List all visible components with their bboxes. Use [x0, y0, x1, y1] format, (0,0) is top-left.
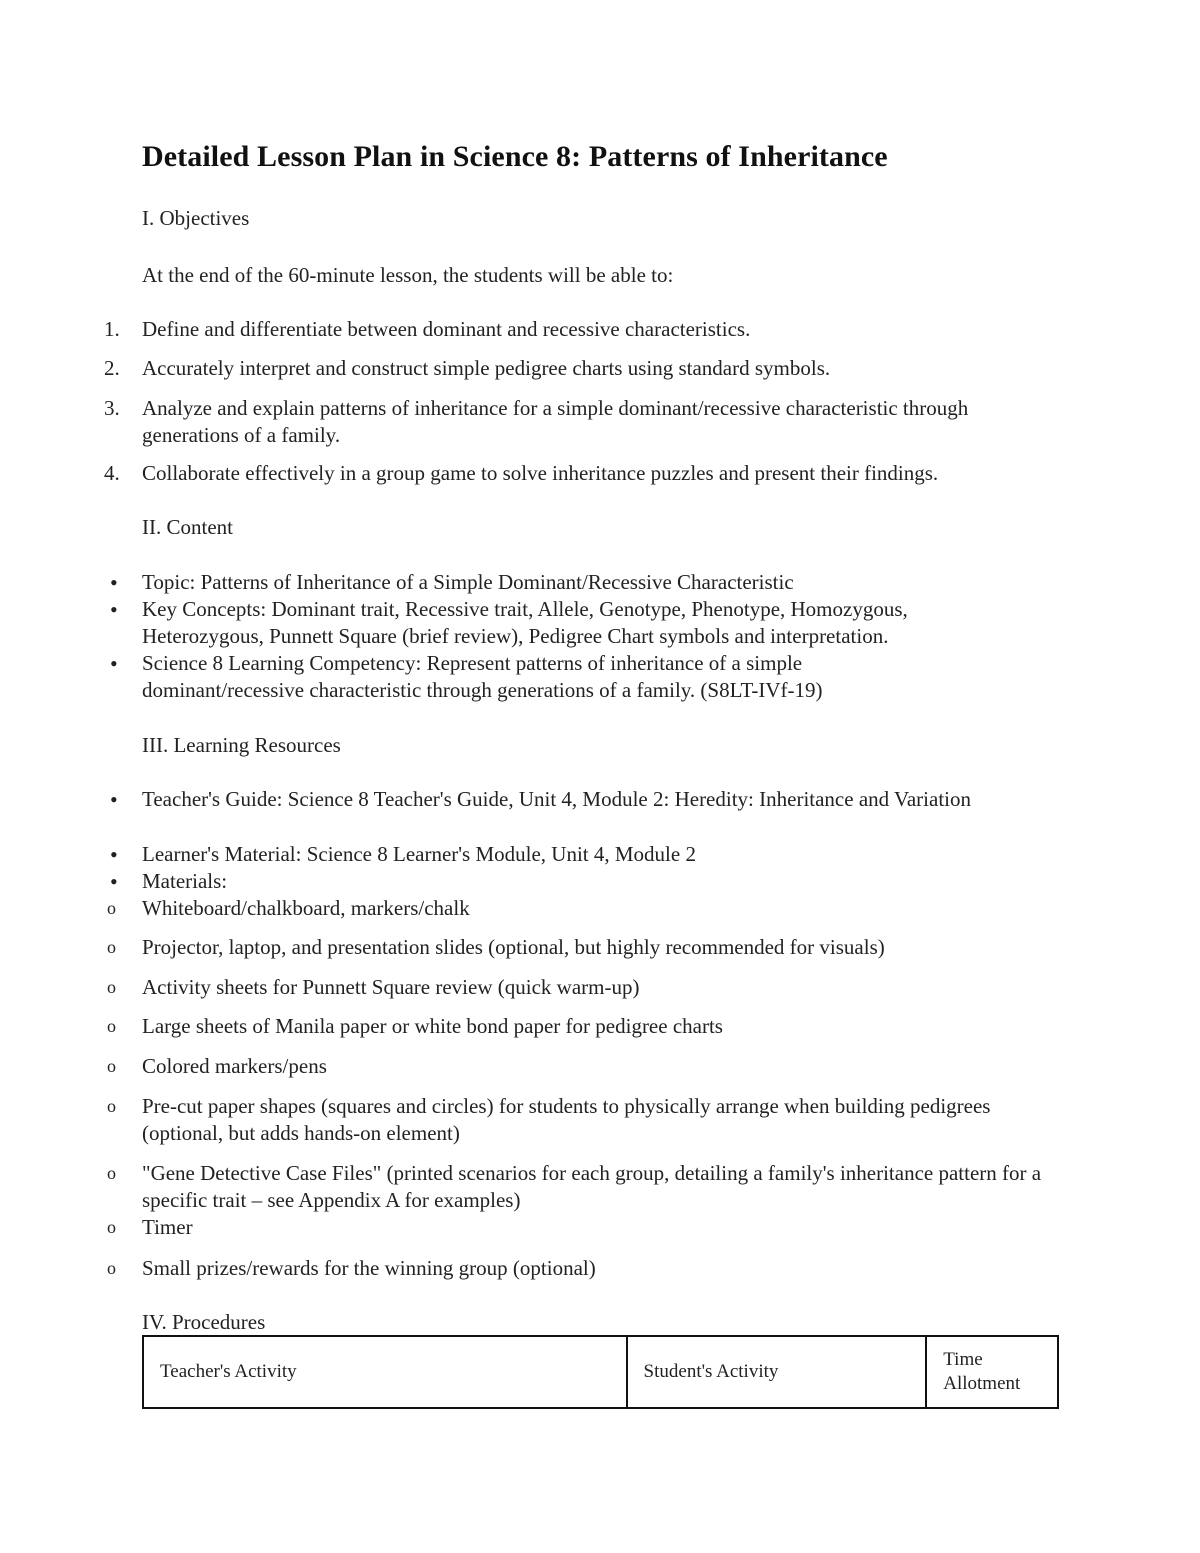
content-heading: II. Content	[142, 515, 233, 539]
bullet-icon: •	[110, 597, 118, 622]
material-text: Whiteboard/chalkboard, markers/chalk	[142, 896, 470, 920]
list-number: 2.	[104, 356, 120, 380]
procedures-table	[142, 1335, 1059, 1409]
circle-bullet-icon: o	[107, 1258, 116, 1278]
bullet-icon: •	[110, 869, 118, 894]
procedures-heading: IV. Procedures	[142, 1310, 266, 1334]
resource-text: Teacher's Guide: Science 8 Teacher's Guide, Unit 4, Module 2: Heredity: Inheritance and Variation	[142, 787, 971, 811]
list-number: 3.	[104, 396, 120, 420]
material-text: Pre-cut paper shapes (squares and circles) for students to physically arrange when building pedigrees (optional, but adds hands-on element)	[142, 1094, 991, 1145]
content-text: Key Concepts: Dominant trait, Recessive trait, Allele, Genotype, Phenotype, Homozygous, Heterozygous, Punnett Square (brief review), Pedigree Chart symbols and interpretation.	[142, 597, 908, 648]
material-text: Colored markers/pens	[142, 1054, 327, 1078]
bullet-icon: •	[110, 570, 118, 595]
material-text: Small prizes/rewards for the winning group (optional)	[142, 1256, 596, 1280]
circle-bullet-icon: o	[107, 1163, 116, 1183]
objectives-intro: At the end of the 60-minute lesson, the students will be able to:	[142, 263, 674, 287]
circle-bullet-icon: o	[107, 898, 116, 918]
bullet-icon: •	[110, 651, 118, 676]
material-text: Activity sheets for Punnett Square review (quick warm-up)	[142, 975, 640, 999]
objectives-heading: I. Objectives	[142, 206, 250, 230]
objective-text: Analyze and explain patterns of inheritance for a simple dominant/recessive characteristic through generations of a family.	[142, 396, 969, 447]
bullet-icon: •	[110, 842, 118, 867]
objective-text: Define and differentiate between dominant and recessive characteristics.	[142, 317, 751, 341]
circle-bullet-icon: o	[107, 937, 116, 957]
list-number: 1.	[104, 317, 120, 341]
resource-text: Materials:	[142, 869, 228, 893]
list-number: 4.	[104, 461, 120, 485]
material-text: Projector, laptop, and presentation slides (optional, but highly recommended for visuals)	[142, 935, 885, 959]
page-title: Detailed Lesson Plan in Science 8: Patterns of Inheritance	[142, 140, 888, 173]
circle-bullet-icon: o	[107, 1016, 116, 1036]
circle-bullet-icon: o	[107, 1056, 116, 1076]
material-text: "Gene Detective Case Files" (printed scenarios for each group, detailing a family's inheritance pattern for a specific trait – see Appendix A for examples)	[142, 1161, 1042, 1212]
material-text: Timer	[142, 1215, 193, 1239]
content-text: Science 8 Learning Competency: Represent patterns of inheritance of a simple dominant/recessive characteristic through generations of a family. (S8LT-IVf-19)	[142, 651, 823, 702]
objective-text: Accurately interpret and construct simple pedigree charts using standard symbols.	[142, 356, 831, 380]
content-text: Topic: Patterns of Inheritance of a Simple Dominant/Recessive Characteristic	[142, 570, 794, 594]
resources-heading: III. Learning Resources	[142, 733, 341, 757]
student-activity-header: Student's Activity	[627, 1336, 927, 1408]
teacher-activity-header: Teacher's Activity	[143, 1336, 627, 1408]
circle-bullet-icon: o	[107, 977, 116, 997]
bullet-icon: •	[110, 787, 118, 812]
circle-bullet-icon: o	[107, 1096, 116, 1116]
resource-text: Learner's Material: Science 8 Learner's Module, Unit 4, Module 2	[142, 842, 696, 866]
table-header-row	[143, 1336, 1058, 1408]
time-allotment-header: Time Allotment	[926, 1336, 1058, 1408]
objective-text: Collaborate effectively in a group game to solve inheritance puzzles and present their findings.	[142, 461, 939, 485]
material-text: Large sheets of Manila paper or white bond paper for pedigree charts	[142, 1014, 723, 1038]
circle-bullet-icon: o	[107, 1217, 116, 1237]
